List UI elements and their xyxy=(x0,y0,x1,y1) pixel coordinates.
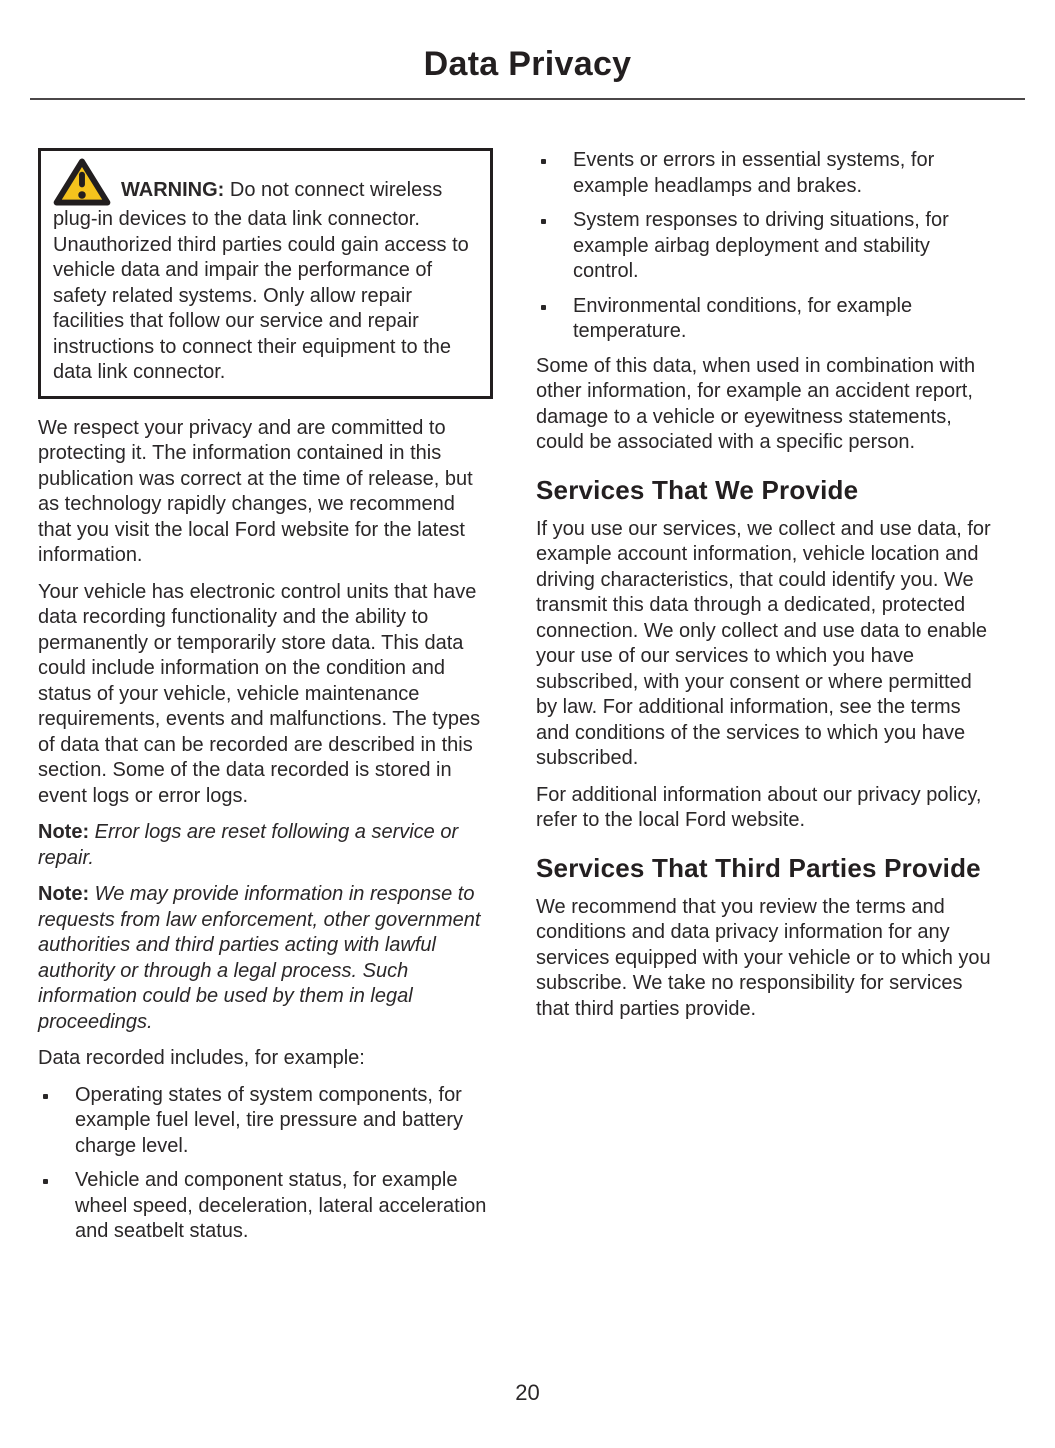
list-item-text: Events or errors in essential systems, for example headlamps and brakes. xyxy=(573,149,935,197)
content-columns xyxy=(0,100,1055,1254)
paragraph: We recommend that you review the terms and conditions and data privacy information for any services equipped with your vehicle or to which you subscribe. We take no responsibility for services that third parties provide. xyxy=(536,895,991,1020)
list-item-text: Operating states of system components, for example fuel level, tire pressure and battery charge level. xyxy=(75,1083,463,1157)
right-column xyxy=(536,148,991,1254)
list-item xyxy=(38,1168,493,1245)
bullet-icon xyxy=(536,148,573,199)
list-intro: Data recorded includes, for example: xyxy=(38,1047,365,1069)
page-header xyxy=(0,0,1055,100)
warning-box xyxy=(38,148,493,399)
note-label: Note: xyxy=(38,883,90,905)
note-text: We may provide information in response to requests from law enforcement, other government authorities and third parties acting with lawful authority or through a legal process. Such information could be used by them in legal proceedings. xyxy=(38,883,481,1033)
list-item-text: Vehicle and component status, for example wheel speed, deceleration, lateral acceleration and seatbelt status. xyxy=(75,1169,487,1242)
section-heading-services-we-provide: Services That We Provide xyxy=(536,474,859,505)
note xyxy=(38,820,493,871)
warning-paragraph xyxy=(53,157,478,386)
page-title: Data Privacy xyxy=(423,45,632,83)
warning-label: WARNING: xyxy=(121,179,225,201)
list-item-text: Environmental conditions, for example temperature. xyxy=(573,294,913,342)
list-item-text: System responses to driving situations, for example airbag deployment and stability control. xyxy=(573,209,949,282)
list-item xyxy=(38,1083,493,1160)
bullet-icon xyxy=(38,1083,75,1160)
page-number: 20 xyxy=(515,1380,540,1405)
bullet-icon xyxy=(536,208,573,285)
paragraph: Your vehicle has electronic control units that have data recording functionality and the ability to permanently or temporarily store data. This data could include information on the condition and status of your vehicle, vehicle maintenance requirements, events and malfunctions. The types of data that can be recorded are described in this section. Some of the data recorded is stored in event logs or error logs. xyxy=(38,580,481,807)
list-item xyxy=(536,294,991,345)
bullet-list xyxy=(536,148,991,345)
left-column xyxy=(38,148,493,1254)
paragraph: We respect your privacy and are committed to protecting it. The information contained in this publication was correct at the time of release, but as technology rapidly changes, we recommend that you visit the local Ford website for the latest information. xyxy=(38,416,473,566)
warning-text: Do not connect wireless plug-in devices to the data link connector. Unauthorized third parties could gain access to vehicle data and impair the performance of safety related systems. Only allow repair facilities that follow our service and repair instructions to connect their equipment to the data link connector. xyxy=(53,179,469,383)
list-item xyxy=(536,148,991,199)
paragraph: If you use our services, we collect and use data, for example account information, vehicle location and driving characteristics, that could identify you. We transmit this data through a dedicated, protected connection. We only collect and use data to enable your use of our services to which you have subscribed, with your consent or where permitted by law. For additional information, see the terms and conditions of the services to which you have subscribed. xyxy=(536,517,991,769)
bullet-list xyxy=(38,1083,493,1245)
list-item xyxy=(536,208,991,285)
note-text: Error logs are reset following a service or repair. xyxy=(38,821,459,869)
note xyxy=(38,882,493,1035)
paragraph: For additional information about our privacy policy, refer to the local Ford website. xyxy=(536,783,982,831)
paragraph: Some of this data, when used in combination with other information, for example an accident report, damage to a vehicle or eyewitness statements, could be associated with a specific person. xyxy=(536,354,976,453)
bullet-icon xyxy=(38,1168,75,1245)
bullet-icon xyxy=(536,294,573,345)
note-label: Note: xyxy=(38,821,90,843)
section-heading-services-third-parties: Services That Third Parties Provide xyxy=(536,852,981,883)
warning-triangle-icon xyxy=(53,157,111,207)
